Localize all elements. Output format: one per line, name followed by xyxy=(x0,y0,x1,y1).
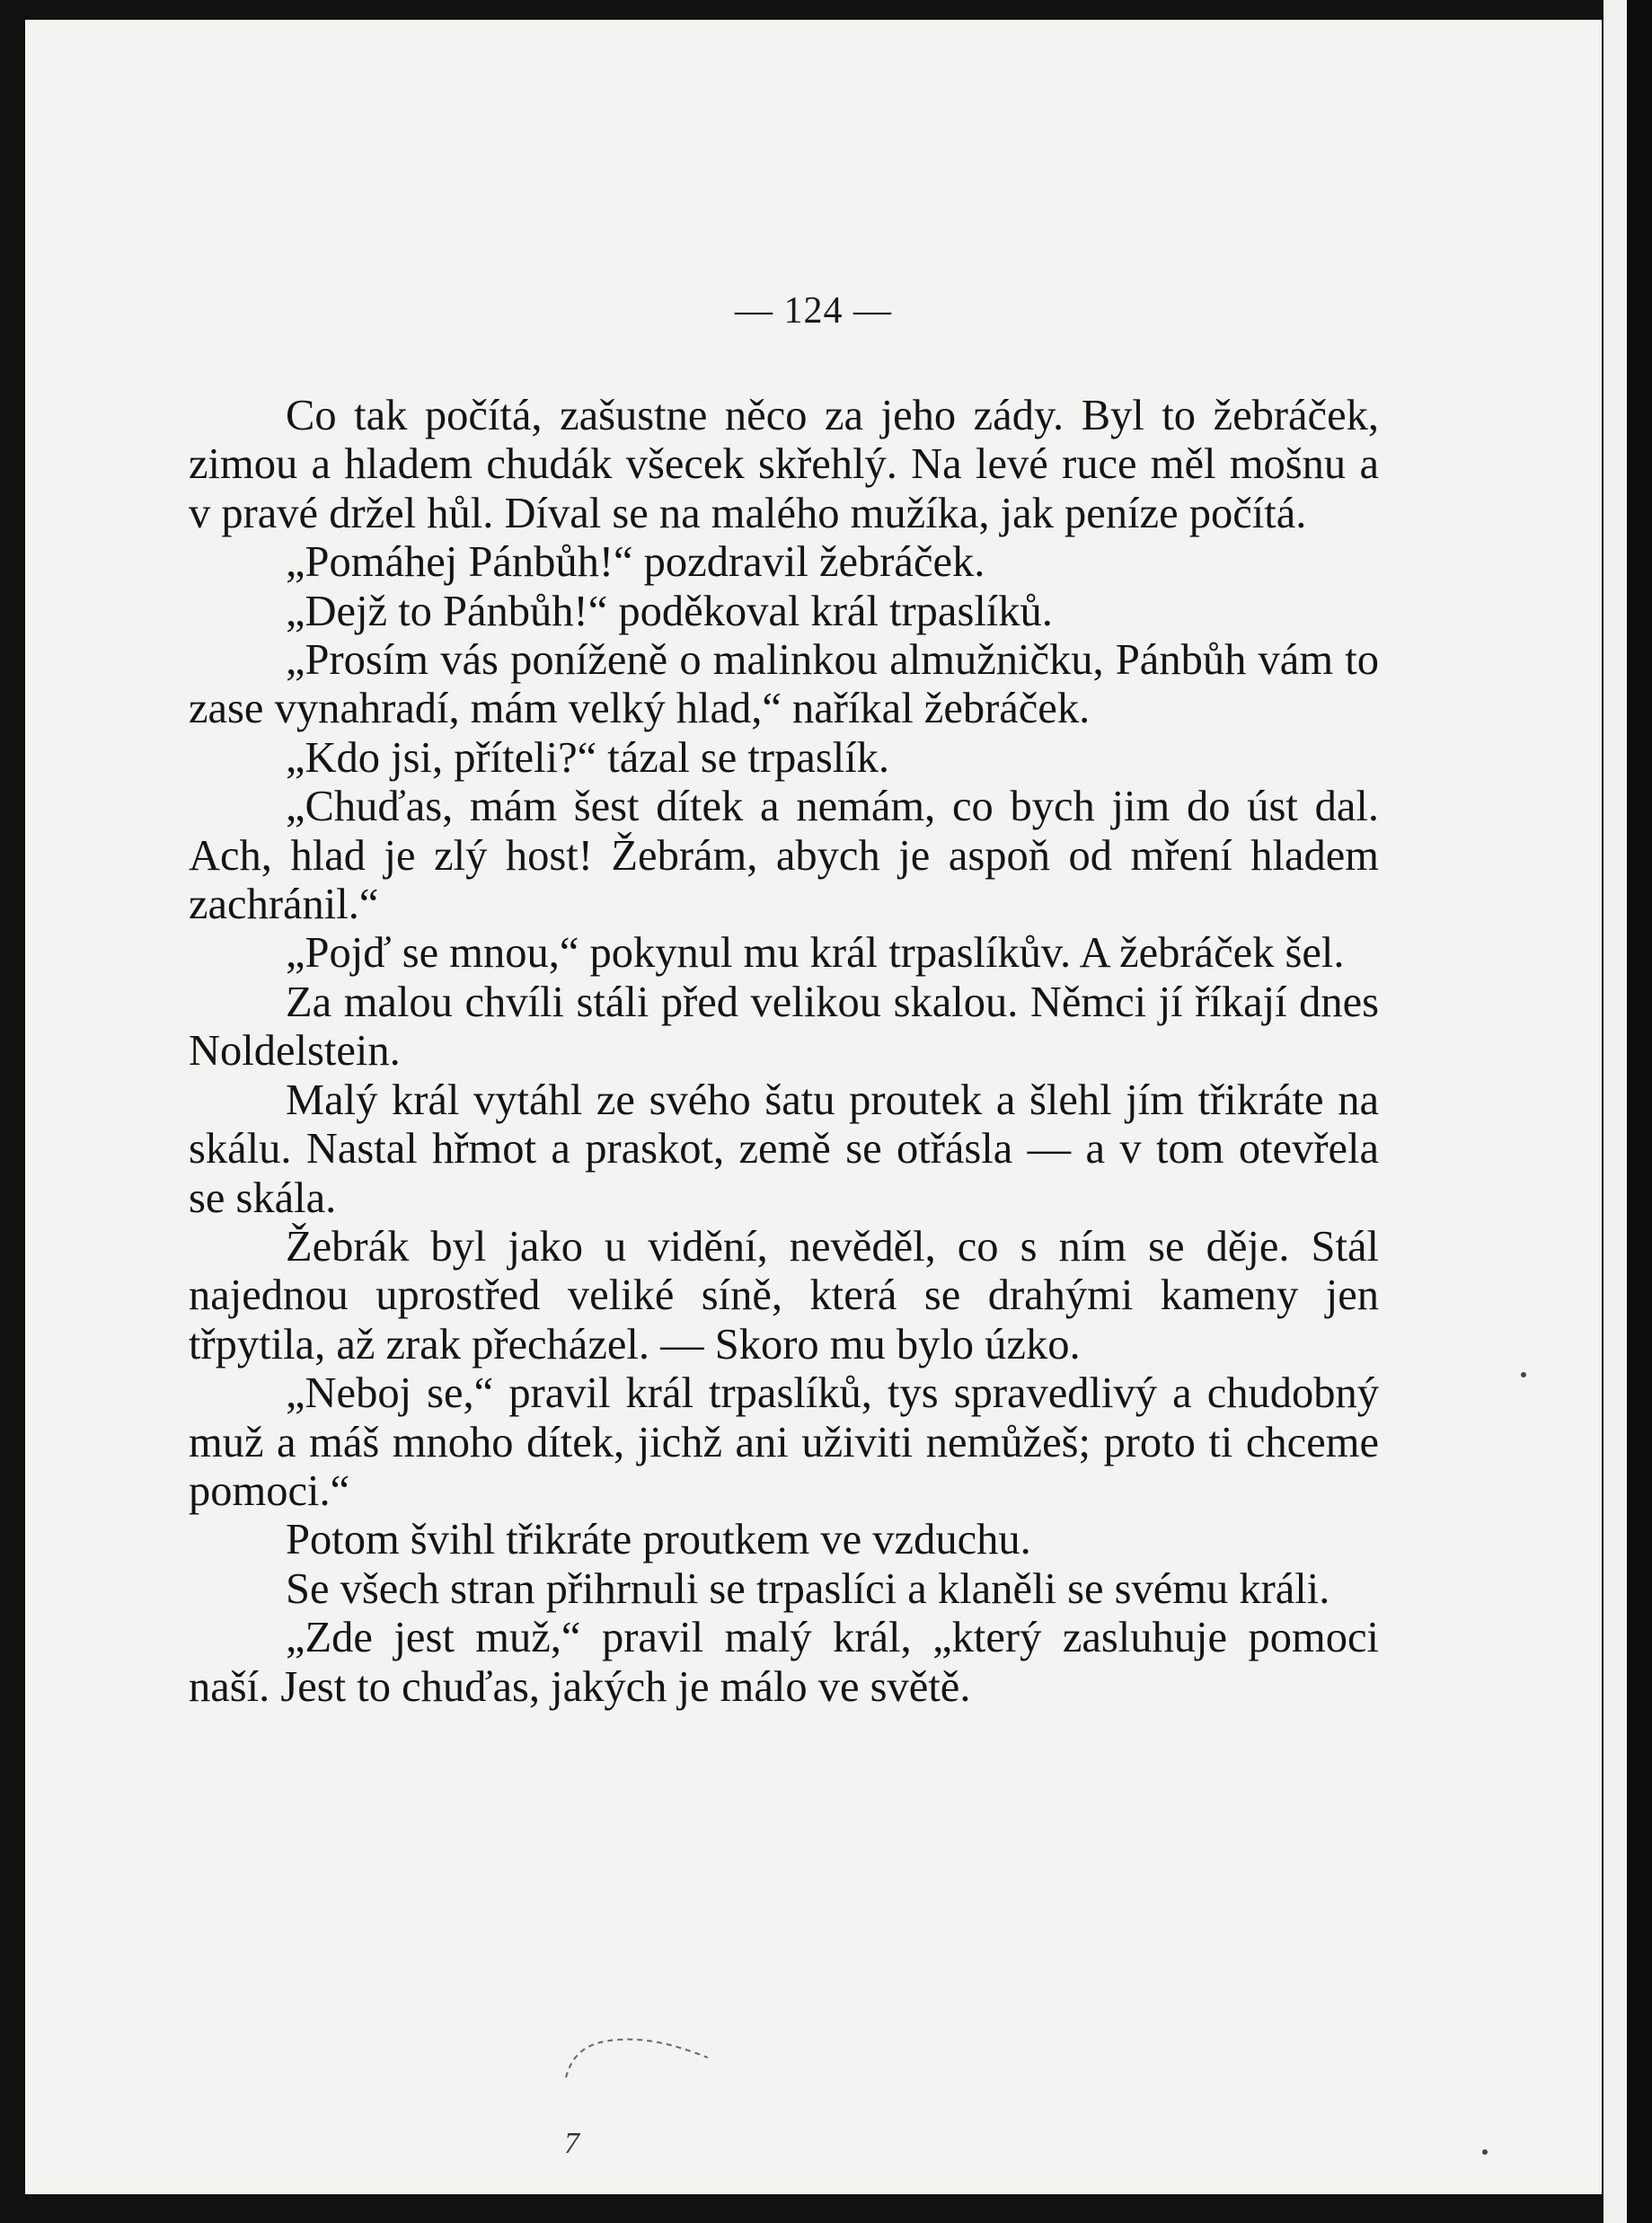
paragraph-6: „Chuďas, mám šest dítek a nemám, co bych jim do úst dal. Ach, hlad je zlý host! Žebrám, abych je aspoň od mření hladem zachránil.“ xyxy=(189,783,1379,929)
paragraph-2: „Pomáhej Pánbůh!“ pozdravil žebráček. xyxy=(286,538,985,587)
paragraph-10: Žebrák byl jako u vidění, nevěděl, co s ním se děje. Stál najednou uprostřed veliké síně, která se drahými kameny jen třpytila, až zrak přecházel. — Skoro mu bylo úzko. xyxy=(189,1222,1379,1368)
ink-smudge-mark xyxy=(564,2033,717,2086)
page-edge-strip xyxy=(1603,0,1627,2223)
paragraph-11: „Neboj se,“ pravil král trpaslíků, tys spravedlivý a chudobný muž a máš mnoho dítek, jichž ani uživiti nemůžeš; proto ti chceme pomoci.“ xyxy=(189,1369,1379,1515)
paragraph-1: Co tak počítá, zašustne něco za jeho zády. Byl to žebráček, zimou a hladem chudák všecek skřehlý. Na levé ruce měl mošnu a v pravé držel hůl. Díval se na malého mužíka, jak peníze počítá. xyxy=(189,392,1379,537)
paragraph-14: „Zde jest muž,“ pravil malý král, „který zasluhuje pomoci naší. Jest to chuďas, jakých je málo ve světě. xyxy=(189,1614,1379,1711)
paragraph-13: Se všech stran přihrnuli se trpaslíci a klaněli se svému králi. xyxy=(286,1564,1330,1613)
paragraph-8: Za malou chvíli stáli před velikou skalou. Němci jí říkají dnes Noldelstein. xyxy=(189,978,1379,1076)
paragraph-5: „Kdo jsi, příteli?“ tázal se trpaslík. xyxy=(286,733,890,782)
speck xyxy=(1482,2149,1488,2155)
scan-edge-dark xyxy=(1627,0,1652,2223)
speck xyxy=(1521,1372,1526,1377)
paragraph-4: „Prosím vás poníženě o malinkou almužničku, Pánbůh vám to zase vynahradí, mám velký hlad,“ naříkal žebráček. xyxy=(189,636,1379,733)
paragraph-12: Potom švihl třikráte proutkem ve vzduchu. xyxy=(286,1516,1031,1564)
paragraph-7: „Pojď se mnou,“ pokynul mu král trpaslíkův. A žebráček šel. xyxy=(286,929,1345,978)
footer-signature-mark: 7 xyxy=(564,2127,579,2160)
page-number: — 124 — xyxy=(735,290,892,332)
book-page xyxy=(25,20,1602,2194)
paragraph-9: Malý král vytáhl ze svého šatu proutek a šlehl jím třikráte na skálu. Nastal hřmot a praskot, země se otřásla — a v tom otevřela se skála. xyxy=(189,1076,1379,1222)
paragraph-3: „Dejž to Pánbůh!“ poděkoval král trpaslíků. xyxy=(286,587,1053,635)
body-text xyxy=(189,392,1379,1712)
